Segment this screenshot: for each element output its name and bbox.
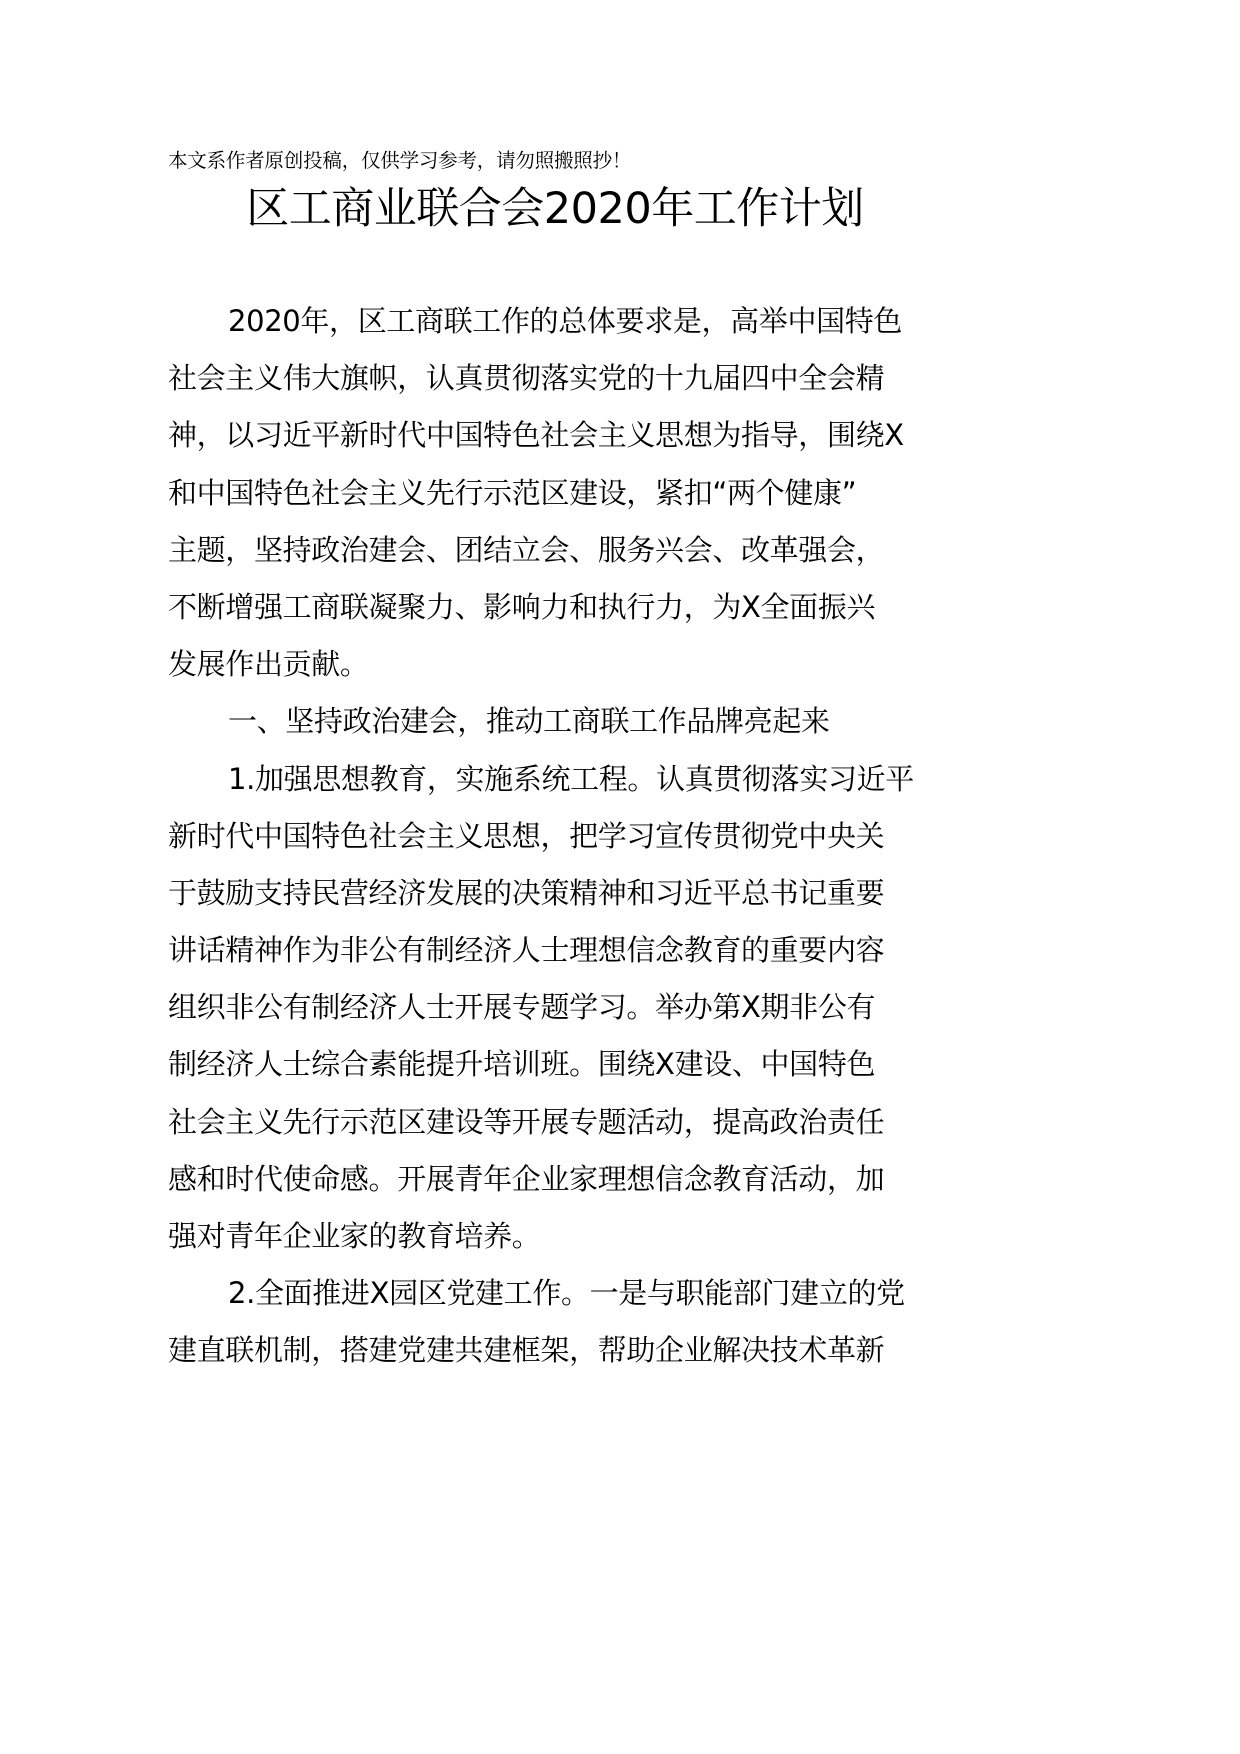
paragraph-line: 不断增强工商联凝聚力、影响力和执行力，为X全面振兴 [168, 589, 876, 624]
document-title: 区工商业联合会2020年工作计划 [246, 184, 864, 234]
paragraph-line: 社会主义先行示范区建设等开展专题活动，提高政治责任 [168, 1104, 885, 1139]
paragraph-line: 组织非公有制经济人士开展专题学习。举办第X期非公有 [168, 990, 876, 1025]
paragraph-line: 于鼓励支持民营经济发展的决策精神和习近平总书记重要 [168, 875, 885, 910]
paragraph-line: 2020年，区工商联工作的总体要求是，高举中国特色 [228, 304, 903, 338]
paragraph-line: 感和时代使命感。开展青年企业家理想信念教育活动，加 [168, 1161, 885, 1196]
paragraph-line: 和中国特色社会主义先行示范区建设，紧扣“两个健康” [168, 475, 857, 510]
paragraph-line: 2.全面推进X园区党建工作。一是与职能部门建立的党 [228, 1276, 905, 1311]
paragraph-line: 强对青年企业家的教育培养。 [168, 1219, 541, 1253]
paragraph-line: 发展作出贡献。 [168, 647, 369, 682]
document-body [168, 293, 946, 1380]
section-heading: 一、坚持政治建会，推动工商联工作品牌亮起来 [228, 704, 830, 739]
paragraph-line: 建直联机制，搭建党建共建框架，帮助企业解决技术革新 [168, 1333, 885, 1368]
paragraph-line: 新时代中国特色社会主义思想，把学习宣传贯彻党中央关 [168, 818, 885, 853]
disclaimer-note: 本文系作者原创投稿，仅供学习参考，请勿照搬照抄！ [168, 149, 632, 172]
paragraph-line: 讲话精神作为非公有制经济人士理想信念教育的重要内容 [168, 933, 885, 968]
paragraph-line: 社会主义伟大旗帜，认真贯彻落实党的十九届四中全会精 [168, 361, 885, 396]
paragraph-line: 主题，坚持政治建会、团结立会、服务兴会、改革强会， [168, 532, 885, 567]
paragraph-line: 1.加强思想教育，实施系统工程。认真贯彻落实习近平 [228, 761, 914, 796]
paragraph-line: 神，以习近平新时代中国特色社会主义思想为指导，围绕X [168, 418, 904, 453]
paragraph-line: 制经济人士综合素能提升培训班。围绕X建设、中国特色 [168, 1047, 876, 1082]
